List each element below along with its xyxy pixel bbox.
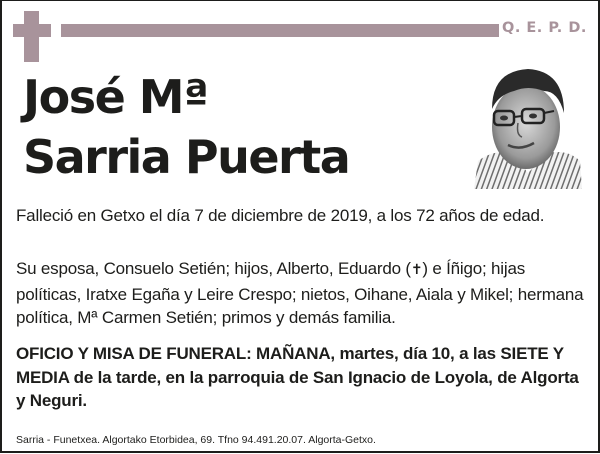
portrait-photo <box>474 61 582 189</box>
name-line-1: José Mª <box>23 70 208 124</box>
funeral-text: OFICIO Y MISA DE FUNERAL: MAÑANA, martes, día 10, a las SIETE Y MEDIA de la tarde, en la parroquia de San Ignacio de Loyola, de Algorta y Neguri. <box>16 344 579 410</box>
funeral-home-footer: Sarria - Funetxea. Algortako Etorbidea, 69. Tfno 94.491.20.07. Algorta-Getxo. <box>16 434 376 446</box>
death-notice-text: Falleció en Getxo el día 7 de diciembre de 2019, a los 72 años de edad. <box>16 206 545 225</box>
cross-icon-arm <box>13 24 51 37</box>
qepd-label: Q. E. P. D. <box>502 20 587 36</box>
header-rule <box>61 24 499 37</box>
family-text-part2: ) e Íñigo; hijas políticas, Iratxe Egaña y Leire Crespo; nietos, Oihane, Aiala y Mikel; hermana política, Mª Carmen Setién; primos y demás familia. <box>16 259 584 327</box>
name-line-2: Sarria Puerta <box>23 130 350 184</box>
deceased-name <box>23 67 349 187</box>
deceased-cross-icon: ✝ <box>410 262 423 278</box>
family-text <box>16 257 588 330</box>
family-text-part1: Su esposa, Consuelo Setién; hijos, Alberto, Eduardo ( <box>16 259 411 278</box>
